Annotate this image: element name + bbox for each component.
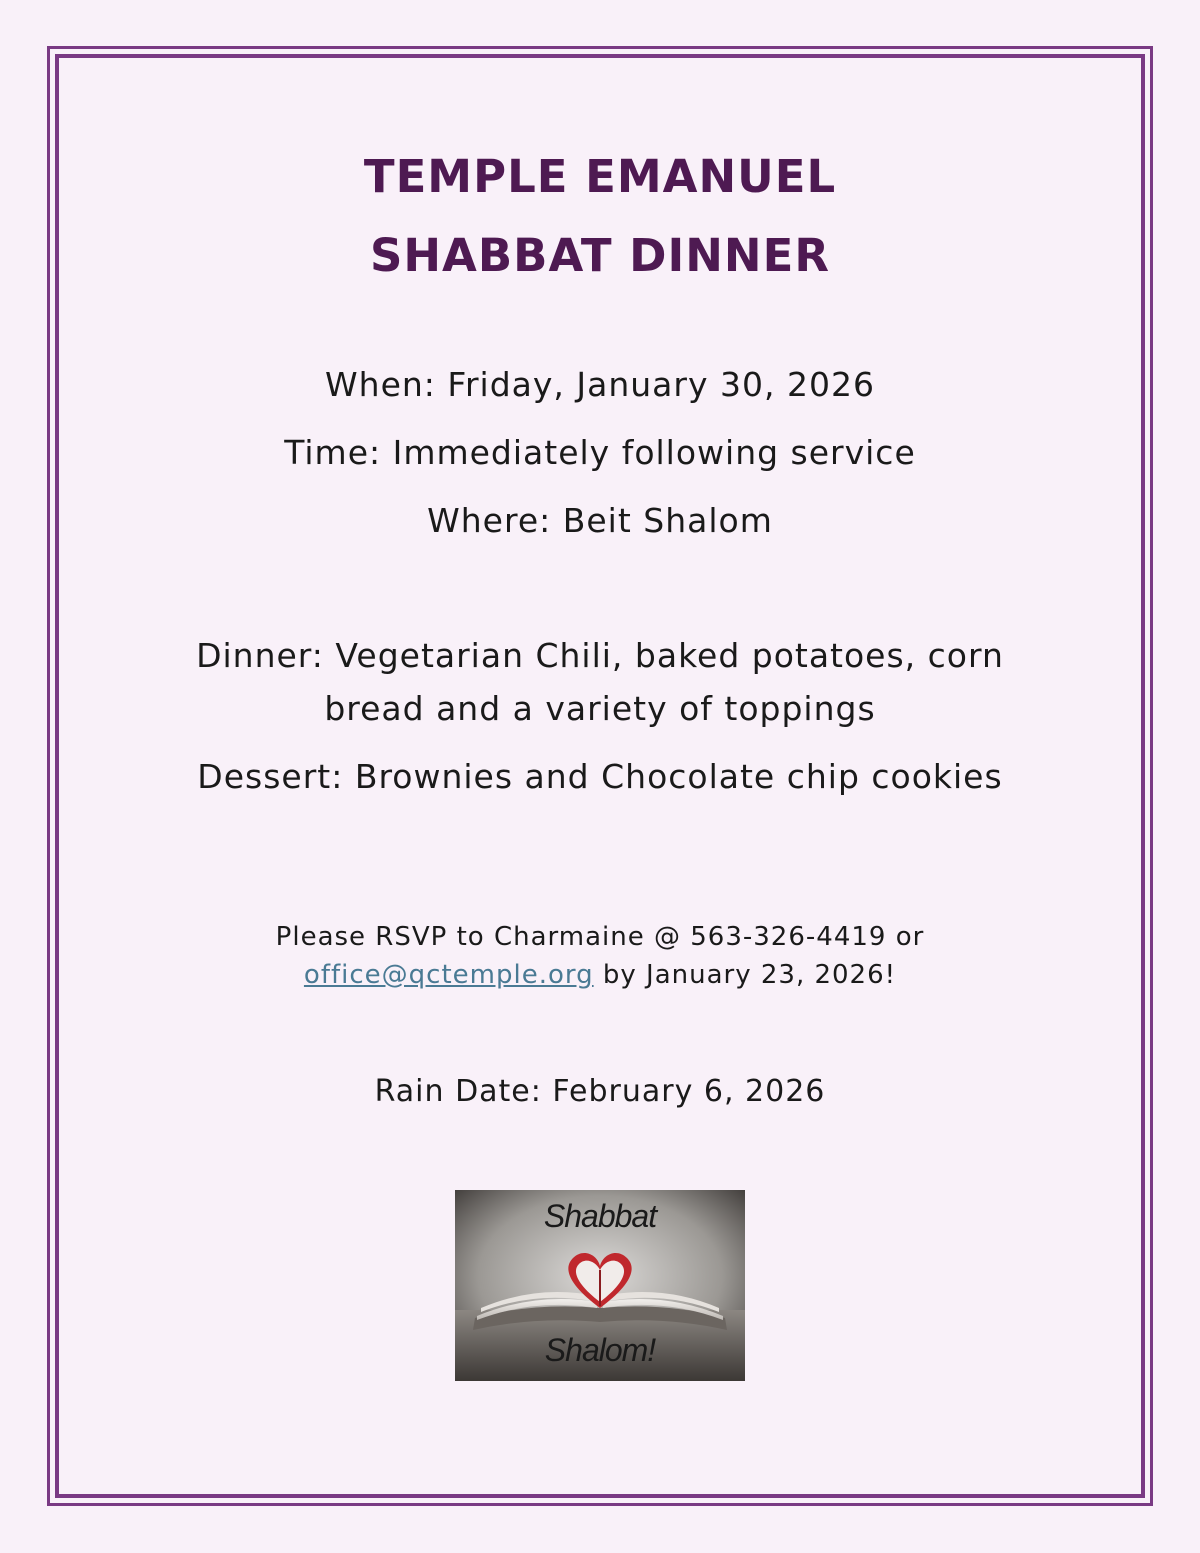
rsvp-deadline: by January 23, 2026! bbox=[593, 960, 897, 990]
page-title-line-2: SHABBAT DINNER bbox=[369, 229, 830, 282]
dinner-menu-line-2: bread and a variety of toppings bbox=[324, 689, 876, 728]
image-caption-top: Shabbat bbox=[543, 1198, 657, 1234]
dessert-menu: Dessert: Brownies and Chocolate chip cookies bbox=[197, 757, 1003, 796]
event-date: When: Friday, January 30, 2026 bbox=[325, 365, 875, 404]
rsvp-line-1: Please RSVP to Charmaine @ 563-326-4419 or bbox=[275, 922, 925, 952]
rain-date: Rain Date: February 6, 2026 bbox=[374, 1074, 826, 1109]
page-title-line-1: TEMPLE EMANUEL bbox=[363, 150, 837, 203]
dinner-menu-line-1: Dinner: Vegetarian Chili, baked potatoes, corn bbox=[196, 636, 1004, 675]
shabbat-shalom-image bbox=[455, 1190, 745, 1381]
event-time: Time: Immediately following service bbox=[284, 433, 916, 472]
event-location: Where: Beit Shalom bbox=[427, 501, 773, 540]
rsvp-email-link[interactable]: office@qctemple.org bbox=[303, 960, 594, 990]
rsvp-line-2 bbox=[0, 960, 1200, 990]
image-caption-bottom: Shalom! bbox=[544, 1332, 656, 1368]
